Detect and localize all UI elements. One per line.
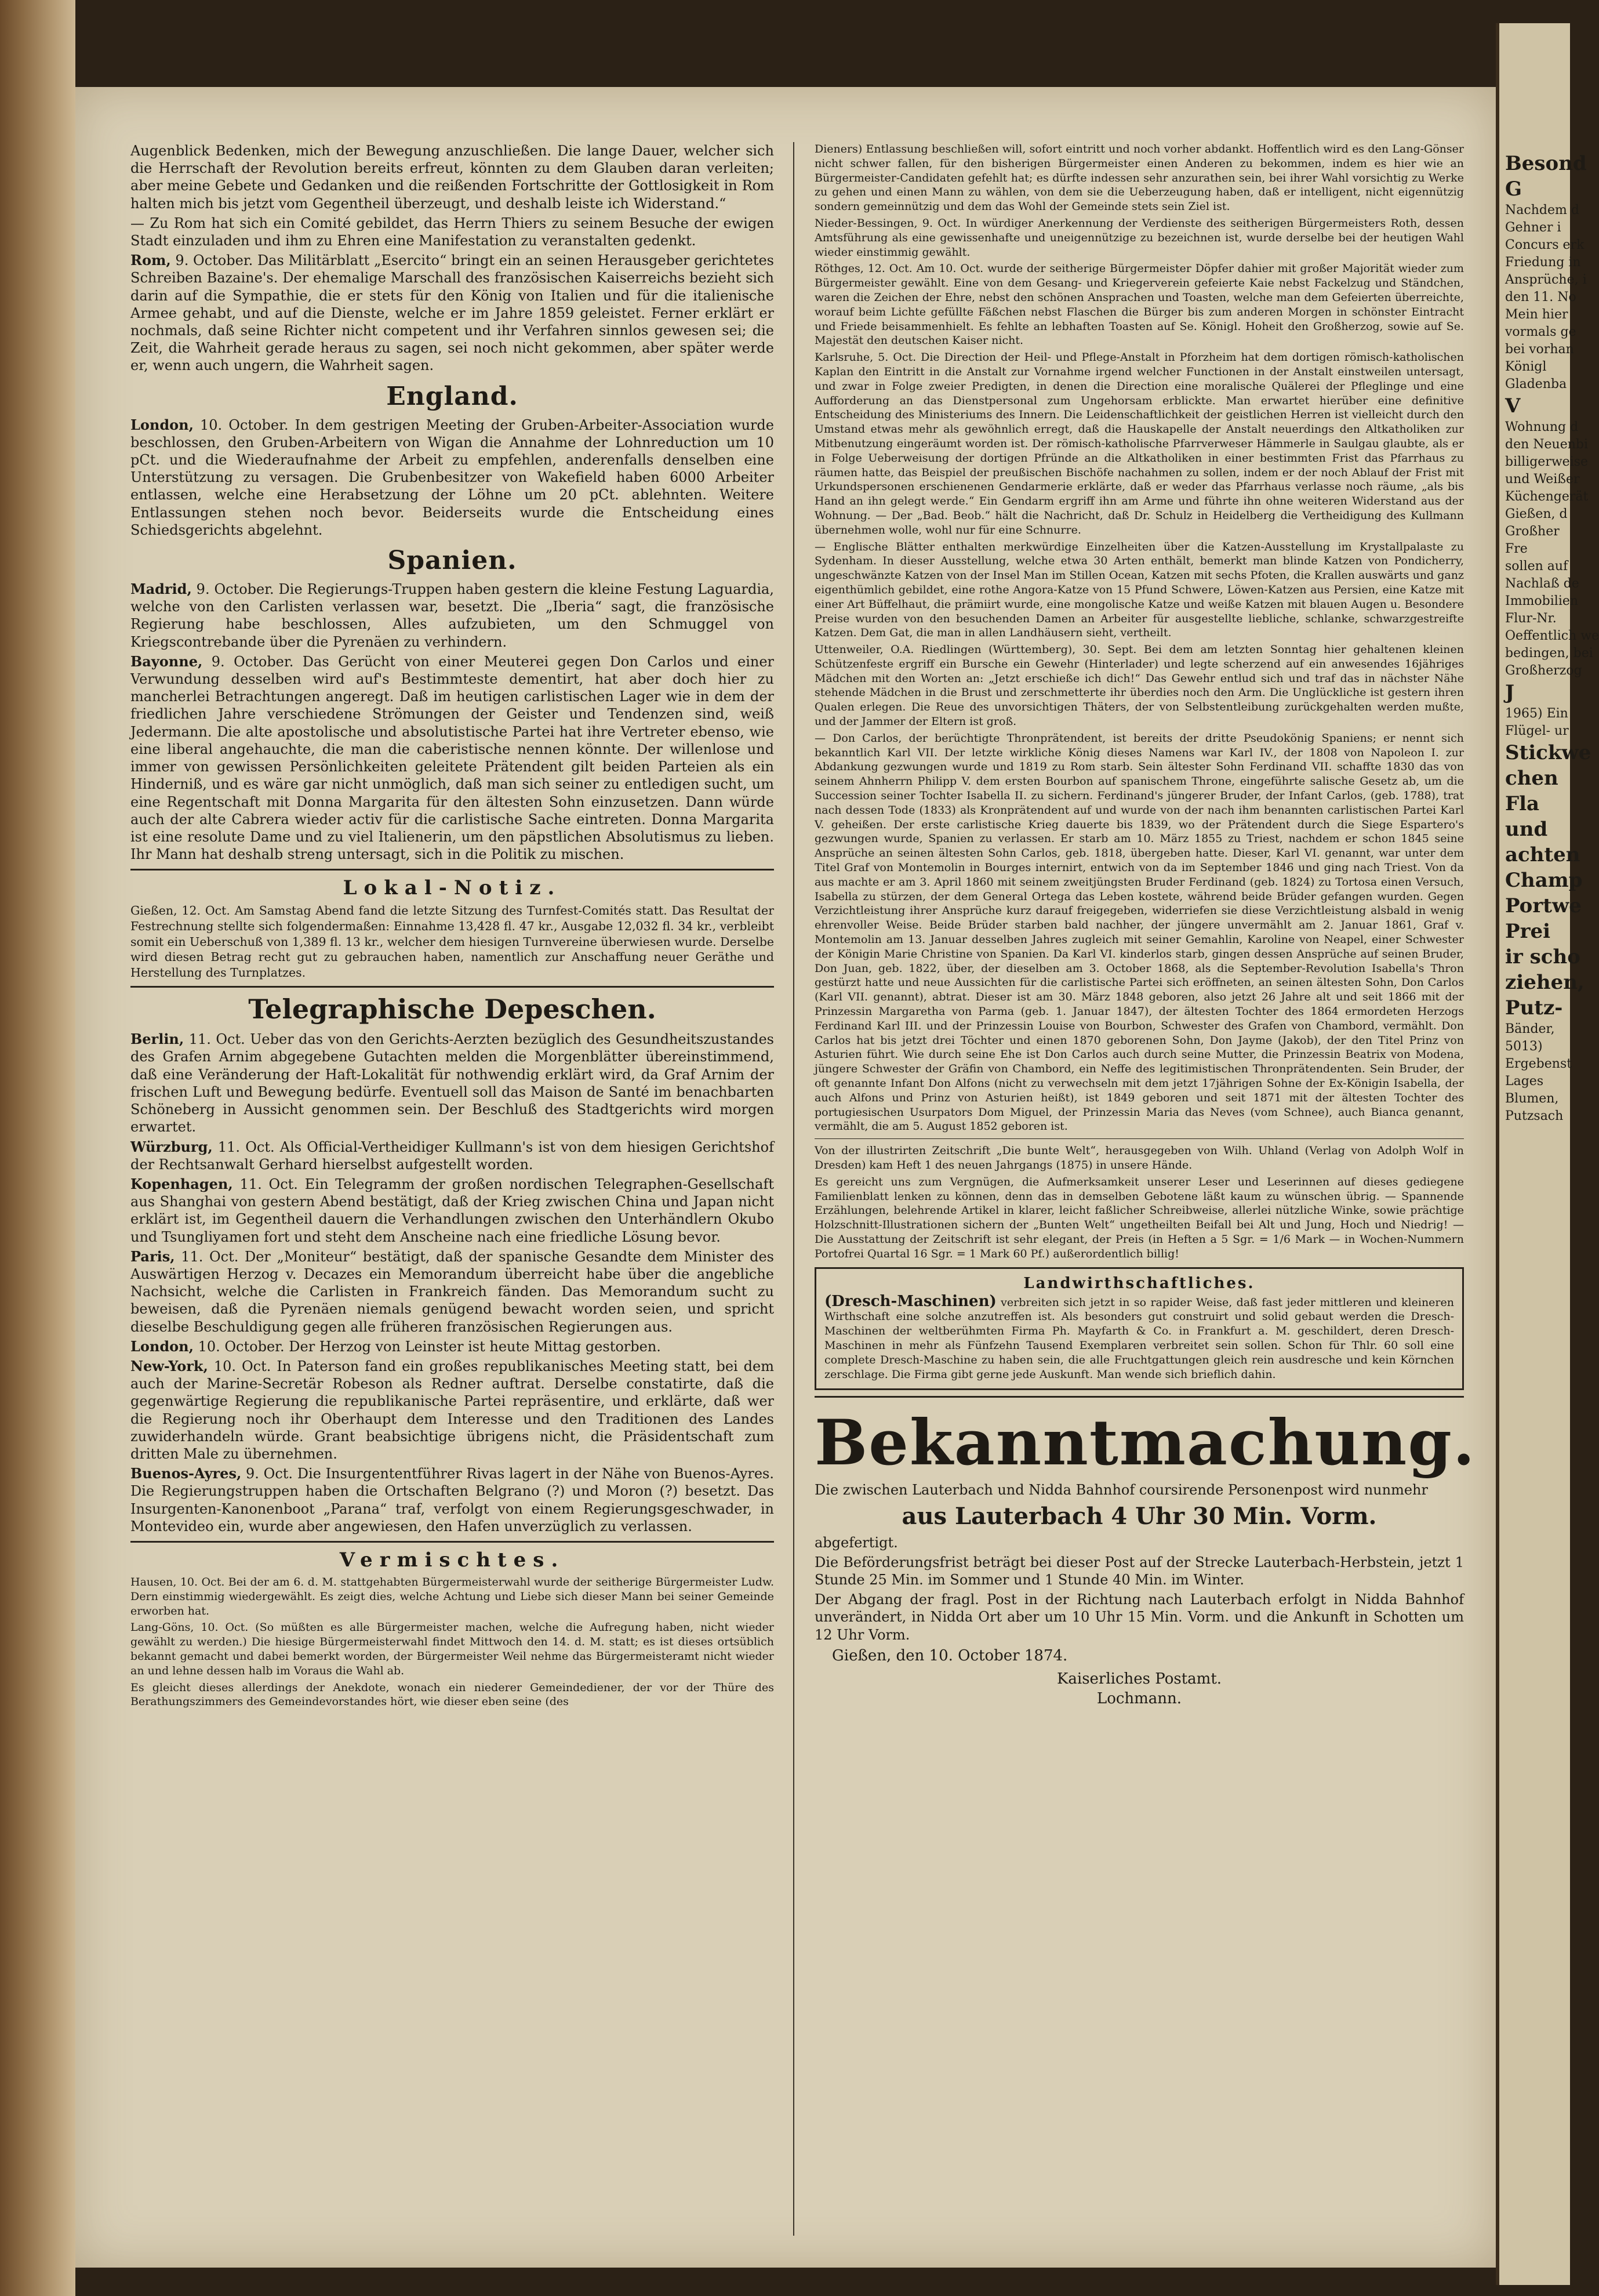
article-madrid (130, 581, 774, 651)
article-text: 10. October. Der Herzog von Leinster ist heute Mittag gestorben. (198, 1338, 661, 1355)
adjacent-fragment: Putzsach (1505, 1109, 1564, 1123)
divider (130, 986, 774, 988)
adjacent-page-text (1499, 23, 1599, 1125)
adjacent-fragment: Gießen, d (1505, 507, 1568, 521)
section-heading-vermischtes: Vermischtes. (339, 1548, 565, 1572)
adjacent-fragment: den 11. No (1505, 290, 1576, 304)
article-text: 10. October. In dem gestrigen Meeting der Gruben-Arbeiter-Association wurde beschlossen, den Gruben-Arbeitern von Wigan die Annahme der Lohnreduction um 10 pCt. und die Wiederaufnahme der Arbeit zu empfehlen, anderenfalls denselben eine Unterstützung zu versagen. Die Grubenbesitzer von Wakefield haben 6000 Arbeiter entlassen, welche eine Herabsetzung der Löhne um 20 pCt. ablehnten. Weitere Entlassungen stehen noch bevor. Beiderseits wurde die Entscheidung eines Schiedsgerichts abgelehnt. (130, 416, 774, 538)
adjacent-fragment: Gladenba (1505, 377, 1567, 391)
adjacent-fragment: Nachdem d (1505, 203, 1579, 217)
article-anekdote: Es gleicht dieses allerdings der Anekdote, wonach ein niederer Gemeindediener, der vor der Thüre des Berathungszimmers des Gemeindevorstandes hört, wie dieser eben seine (des (130, 1681, 774, 1709)
dateline: London, (130, 1337, 194, 1355)
divider (815, 1396, 1464, 1398)
article-roethges: Röthges, 12. Oct. Am 10. Oct. wurde der seitherige Bürgermeister Döpfer dahier mit großer Majorität wieder zum Bürgermeister gewählt. Eine von dem Gesang- und Kriegerverein gefeierte Kaie nebst Fackelzug und Ständchen, waren die Zeichen der Ehre, nebst den schönen Ansprachen und Toasten, welche man dem Gefeierten überreichte, worauf beim Lichte gefüllte Fäßchen nebst Flaschen die Bürger bis zum anderen Morgen in schönster Eintracht und Friede beisammenhielt. Es fehlte an lebhaften Toasten auf Se. Königl. Hoheit den Großherzog, sowie auf Se. Majestät den deutschen Kaiser nicht. (815, 262, 1464, 347)
adjacent-fragment: und (1505, 818, 1548, 841)
dateline: Buenos-Ayres, (130, 1465, 242, 1482)
article-text: 9. Oct. Die Insurgententführer Rivas lagert in der Nähe von Buenos-Ayres. Die Regierungstruppen haben die Ortschaften Belgrano (?) und Moron (?) besetzt. Das Insurgenten-Kanonenboot „Parana“ traf, verfolgt von einem Regierungsgeschwader, in Montevideo ein, wurde aber angewiesen, den Hafen unverzüglich zu verlassen. (130, 1466, 774, 1535)
adjacent-fragment: und Weißer (1505, 472, 1580, 487)
dateline: Rom, (130, 252, 171, 269)
announcement-text: Der Abgang der fragl. Post in der Richtung nach Lauterbach erfolgt in Nidda Bahnhof unverändert, in Nidda Ort aber um 10 Uhr 15 Min. Vorm. und die Ankunft in Schotten um 12 Uhr Vorm. (815, 1591, 1464, 1643)
article-rom (130, 252, 774, 374)
article-nieder-bessingen: Nieder-Bessingen, 9. Oct. In würdiger Anerkennung der Verdienste des seitherigen Bürgermeisters Roth, dessen Amtsführung als eine gewissenhafte und uneigennützige zu bezeichnen ist, wurde derselbe bei der heutigen Wahl wieder einstimmig gewählt. (815, 216, 1464, 259)
adjacent-fragment: Gehner i (1505, 220, 1561, 235)
adjacent-fragment: Champ (1505, 869, 1583, 892)
article-text: 9. October. Das Militärblatt „Esercito“ bringt ein an seinen Herausgeber gerichtetes Schreiben Bazaine's. Der ehemalige Marschall des französischen Kaiserreichs bezieht sich darin auf die Sympathie, die er stets für den König von Italien und für die italienische Armee gehabt, und auf die Dienste, welche er im Jahre 1859 geleistet. Ferner erklärt er nochmals, daß seine Richter nicht competent und ihr Verfahren sinnlos gewesen sei; die Zeit, die Wahrheit gerade heraus zu sagen, sei noch nicht gekommen, aber später werde er, wenn auch ungern, die Wahrheit sagen. (130, 252, 774, 374)
article-berlin (130, 1031, 774, 1136)
adjacent-fragment: Oeffentlich we (1505, 629, 1599, 643)
adjacent-fragment: Mein hier (1505, 307, 1568, 322)
article-text: 9. October. Das Gerücht von einer Meuterei gegen Don Carlos und einer Verwundung desselben wird auf's Bestimmteste dementirt, hat aber doch hier zu mancherlei Betrachtungen angeregt. Daß im heutigen carlistischen Lager wie in dem der friedlichen Jahre verschiedene Strömungen der Geister und Tendenzen sind, weiß Jedermann. Die alte apostolische und absolutistische Partei hat ihre Vertreter ebenso, wie eine liberal angehauchte, die man die caberistische nennen könnte. Der willenlose und immer von gewissen Persönlichkeiten geleitete Prätendent gilt beiden Parteien als ein Hinderniß, und es wäre gar nicht unmöglich, daß man sich seiner zu entledigen sucht, um eine Regentschaft mit Donna Margarita für den ältesten Sohn einzusetzen. Dann würde auch der alte Cabrera wieder activ für die carlistische Sache eintreten. Donna Margarita ist eine resolute Dame und zu viel Italienerin, um den päpstlichen Absolutismus zu lieben. Ihr Mann hat deshalb streng untersagt, sich in die Politik zu mischen. (130, 653, 774, 863)
adjacent-fragment: Flügel- ur (1505, 724, 1569, 738)
adjacent-fragment: Ergebenst (1505, 1057, 1572, 1071)
adjacent-fragment: Fre (1505, 542, 1528, 556)
divider (130, 869, 774, 870)
article-paris (130, 1248, 774, 1336)
adjacent-page-edge (1496, 23, 1599, 2285)
article-hausen: Hausen, 10. Oct. Bei der am 6. d. M. stattgehabten Bürgermeisterwahl wurde der seitherige Bürgermeister Ludw. Dern einstimmig wiedergewählt. Es zeigt dies, welche Achtung und Liebe sich dieser Mann bei seiner Gemeinde erworben hat. (130, 1575, 774, 1617)
article-newyork (130, 1358, 774, 1463)
dateline: New-York, (130, 1357, 208, 1374)
adjacent-fragment: Ansprüche, i (1505, 273, 1587, 287)
article-uttenweiler: Uttenweiler, O.A. Riedlingen (Württemberg), 30. Sept. Bei dem am letzten Sonntag hier gehaltenen kleinen Schützenfeste ergriff ein Bursche ein Gewehr (Hinterlader) und legte scherzend auf ein anwesendes 16jähriges Mädchen mit den Worten an: „Jetzt erschieße ich dich!“ Das Gewehr entlud sich und traf das in nächster Nähe stehende Mädchen in die Brust und zerschmetterte ihr überdies noch den Arm. Die Unglückliche ist gestern ihren Qualen erlegen. Die Reue des unvorsichtigen Thäters, der von Selbstentleibung zurückgehalten werden mußte, und der Jammer der Eltern ist groß. (815, 643, 1464, 728)
article-london-2 (130, 1338, 774, 1355)
announcement-text: Die Beförderungsfrist beträgt bei dieser Post auf der Strecke Lauterbach-Herbstein, jetzt 1 Stunde 25 Min. im Sommer und 1 Stunde 40 Min. im Winter. (815, 1554, 1464, 1588)
box-title: Landwirthschaftliches. (1023, 1274, 1255, 1292)
article-london (130, 416, 774, 539)
dateline: London, (130, 416, 194, 433)
adjacent-fragment: Concurs erk (1505, 238, 1585, 252)
adjacent-fragment: den Neuenbi (1505, 437, 1589, 452)
announcement-text: abgefertigt. (815, 1534, 898, 1551)
adjacent-fragment: Großherzog (1505, 663, 1582, 678)
article-text: 9. October. Die Regierungs-Truppen haben gestern die kleine Festung Laguardia, welche von den Carlisten verlassen war, besetzt. Die „Iberia“ sagt, die französische Regierung habe beschlossen, Alles aufzubieten, um den Schmuggel von Kriegscontrebande über die Pyrenäen zu verhindern. (130, 581, 774, 650)
section-heading-telegraph: Telegraphische Depeschen. (248, 993, 656, 1025)
adjacent-fragment: Besond (1505, 152, 1587, 175)
adjacent-fragment: Königl (1505, 360, 1547, 374)
divider (130, 1541, 774, 1543)
adjacent-fragment: ir scho (1505, 945, 1580, 969)
article-paragraph: Dieners) Entlassung beschließen will, sofort eintritt und noch vorher abdankt. Hoffentlich wird es den Lang-Gönser nicht schwer fallen, für den bisherigen Bürgermeister einen Anderen zu bekommen, indem es hier wie an Bürgermeister-Candidaten gefehlt hat; es dürfte indessen sehr anzurathen sein, bei ihrer Wahl vorsichtig zu Werke zu gehen und einen Mann zu wählen, von dem sie die Ueberzeugung haben, daß er intelligent, nicht eigennützig sondern gemeinnützig und dem das Wohl der Gemeinde stets sein Ziel ist. (815, 143, 1464, 213)
announcement-signature: Lochmann. (1096, 1689, 1182, 1707)
adjacent-fragment: 5013) (1505, 1039, 1543, 1054)
article-lokal: Gießen, 12. Oct. Am Samstag Abend fand die letzte Sitzung des Turnfest-Comités statt. Das Resultat der Festrechnung stellte sich folgendermaßen: Einnahme 13,428 fl. 47 kr., Ausgabe 12,032 fl. 34 kr., verbleibt somit ein Ueberschuß von 1,389 fl. 13 kr., welcher dem hiesigen Turnvereine überwiesen wurde. Derselbe wird diesen Betrag recht gut zu gebrauchen haben, namentlich zur Anschaffung neuer Geräthe und Herstellung des Turnplatzes. (130, 904, 774, 980)
adjacent-fragment: G (1505, 177, 1522, 201)
adjacent-fragment: Lages (1505, 1074, 1544, 1089)
article-don-carlos: — Don Carlos, der berüchtigte Thronprätendent, ist bereits der dritte Pseudokönig Spaniens; er nennt sich bekanntlich Karl VII. Der letzte wirkliche König dieses Namens war Karl IV., der 1808 von Napoleon I. zur Abdankung gezwungen wurde und 1819 zu Rom starb. Sein ältester Sohn Ferdinand VII. schaffte 1830 das von seinem Ahnherrn Philipp V. dem ersten Bourbon auf spanischem Throne, eingeführte salische Gesetz ab, um die Succession seiner Tochter Isabella II. zu sichern. Ferdinand's jüngerer Bruder, der Infant Carlos, (geb. 1788), trat nach dessen Tode (1833) als Kronprätendent auf und wurde von der nach ihm benannten carlistischen Partei Karl V. geheißen. Der erste carlistische Krieg dauerte bis 1839, wo der Prätendent durch die Siege Espartero's gezwungen wurde, Spanien zu verlassen. Er starb am 10. März 1855 zu Triest, nachdem er schon 1845 seine Ansprüche an seinen ältesten Sohn Carlos, geb. 1818, übergeben hatte. Dieser, Karl VI. genannt, war unter dem Titel Graf von Montemolin in Bourges internirt, entwich von da im September 1846 und ging nach Triest. Von da aus machte er am 3. April 1860 mit seinem zweitjüngsten Bruder Ferdinand (geb. 1824) zu Tortosa einen Versuch, Isabella zu stürzen, der dem General Ortega das Leben kostete, während beide Brüder gefangen wurden. Gegen Verzichtleistung ihrer Ansprüche kurz darauf freigegeben, widerriefen sie diese Verzichtleistung alsbald in wenig ehrenvoller Weise. Beide Brüder starben bald nachher, der jüngere unvermählt am 2. Januar 1861, Graf v. Montemolin am 13. Januar desselben Jahres zugleich mit seiner Gemahlin, Karoline von Neapel, einer Schwester der Königin Marie Christine von Spanien. Da Karl VI. kinderlos starb, gingen dessen Ansprüche auf seinen Bruder, Don Juan, geb. 1822, über, der dieselben am 3. October 1868, als die September-Revolution Isabella's Thron gestürzt hatte und neue Aussichten für die carlistische Partei sich eröffneten, an seinen ältesten Sohn, Don Carlos (Karl VII. genannt), abtrat. Dieser ist am 30. März 1848 geboren, also jetzt 26 Jahre alt und seit 1866 mit der Prinzessin Margaretha von Parma (geb. 1. Januar 1847), der ältesten Tochter des 1864 ermordeten Herzogs Ferdinand Karl III. und der Prinzessin Louise von Bourbon, Schwester des Grafen von Chambord, vermählt. Don Carlos hat bis jetzt drei Töchter und einen 1870 geborenen Sohn, Don Jayme (Jakob), der den Titel Prinz von Asturien führt. Wie durch seine Ehe ist Don Carlos auch durch seine Mutter, die Prinzessin Beatrix von Modena, jüngere Schwester der Gräfin von Chambord, ein Neffe des legitimistischen Thronprätendenten. Sein Bruder, der oft genannte Infant Don Alfons (nicht zu verwechseln mit dem jetzt 17jährigen Sohne der Ex-Königin Isabella, der auch Alfons und Prinz von Asturien heißt), ist 1849 geboren und seit 1871 mit der ältesten Tochter des portugiesischen Usurpators Dom Miguel, der Prinzessin Maria das Neves (vom Schnee), auch Bianca genannt, vermählt, die am 5. August 1852 geboren ist. (815, 731, 1464, 1133)
article-text: 11. Oct. Der „Moniteur“ bestätigt, daß der spanische Gesandte dem Minister des Auswärtigen Herzog v. Decazes ein Memorandum überreicht habe über die angebliche Nachsicht, welche die Carlisten in Frankreich fänden. Das Memorandum sucht zu beweisen, daß die Pyrenäen niemals genügend bewacht worden seien, und spricht dieselbe Beschuldigung gegen alle früheren französischen Regierungen aus. (130, 1248, 774, 1335)
box-landwirthschaftliches (815, 1267, 1464, 1391)
article-paragraph: — Zu Rom hat sich ein Comité gebildet, das Herrn Thiers zu seinem Besuche der ewigen Stadt einzuladen und ihm zu Ehren eine Manifestation zu veranstalten gedenkt. (130, 215, 774, 249)
article-paragraph: Augenblick Bedenken, mich der Bewegung anzuschließen. Die lange Dauer, welcher sich die Herrschaft der Revolution bereits erfreut, könnten zu dem Glauben daran verleiten; aber meine Gebete und Gedanken und die reißenden Fortschritte der Gottlosigkeit in Rom halten mich bis jetzt vom Gegentheil überzeugt, und deshalb leiste ich Widerstand.“ (130, 143, 774, 212)
dateline: Würzburg, (130, 1138, 213, 1155)
article-wuerzburg (130, 1138, 774, 1173)
box-body (824, 1294, 1454, 1382)
adjacent-fragment: Stickwe (1505, 741, 1591, 764)
adjacent-fragment: Blumen, (1505, 1091, 1559, 1106)
adjacent-fragment: chen (1505, 767, 1558, 790)
article-text: 11. Oct. Ueber das von den Gerichts-Aerzten bezüglich des Gesundheitszustandes des Grafen Arnim abgegebene Gutachten melden die Morgenblätter übereinstimmend, daß eine Veränderung der Haft-Lokalität für nothwendig erklärt wird, da Graf Arnim der frischen Luft und Bewegung bedürfe. Eventuell soll das Maison de Santé im benachbarten Schöneberg in Aussicht genommen sein. Der Beschluß des Stadtgerichts wird morgen erwartet. (130, 1031, 774, 1136)
announcement-intro: Die zwischen Lauterbach und Nidda Bahnhof coursirende Personenpost wird nunmehr (815, 1482, 1428, 1499)
article-kopenhagen (130, 1176, 774, 1246)
adjacent-fragment: vormals ge (1505, 325, 1576, 339)
newspaper-page (75, 87, 1496, 2268)
dateline: Berlin, (130, 1031, 184, 1048)
article-bayonne (130, 653, 774, 863)
announcement-departure: aus Lauterbach 4 Uhr 30 Min. Vorm. (902, 1502, 1377, 1530)
article-text: 11. Oct. Als Official-Vertheidiger Kullmann's ist von dem hiesigen Gerichtshof der Rechtsanwalt Gerhard hierselbst aufgestellt worden. (130, 1138, 774, 1173)
article-lang-goens: Lang-Göns, 10. Oct. (So müßten es alle Bürgermeister machen, welche die Aufregung haben, nicht wieder gewählt zu werden.) Die hiesige Bürgermeisterwahl findet Mittwoch den 14. d. M. statt; es ist dieses ortsüblich bekannt gemacht und dabei bemerkt worden, der Bürgermeister Weil nehme das Bürgermeisteramt nicht wieder an und lehne dessen halb im Voraus die Wahl ab. (130, 1621, 774, 1677)
adjacent-fragment: Portwe (1505, 894, 1582, 917)
adjacent-fragment: achten (1505, 843, 1580, 866)
box-headline: (Dresch-Maschinen) (824, 1292, 997, 1310)
box-text: verbreiten sich jetzt in so rapider Weise, daß fast jeder mittleren und kleineren Wirthschaft eine solche anzutreffen ist. Als besonders gut construirt und solid gebaut werden die Dresch-Maschinen der weltberühmten Firma Ph. Mayfarth & Co. in Frankfurt a. M. geschildert, deren Dresch-Maschinen in mehr als Fünfzehn Tausend Exemplaren verbreitet sein sollen. Schon für Thlr. 60 soll eine complete Dresch-Maschine zu haben sein, die alle Fruchtgattungen gleich rein ausdresche und kein Körnchen zerschlage. Die Firma gibt gerne jede Auskunft. Man wende sich brieflich dahin. (824, 1296, 1454, 1381)
adjacent-fragment: Flur-Nr. (1505, 611, 1557, 626)
announcement-title: Bekanntmachung. (815, 1406, 1476, 1480)
adjacent-fragment: billigerweise (1505, 455, 1589, 469)
adjacent-fragment: Großher (1505, 524, 1560, 539)
dateline: Madrid, (130, 581, 192, 598)
adjacent-fragment: V (1505, 394, 1521, 418)
section-heading-england: England. (386, 381, 518, 411)
dateline: Paris, (130, 1247, 175, 1265)
adjacent-fragment: Immobilien (1505, 594, 1579, 608)
adjacent-fragment: J (1505, 681, 1515, 704)
adjacent-fragment: Wohnung d (1505, 420, 1579, 434)
article-buenos-ayres (130, 1465, 774, 1535)
adjacent-fragment: 1965) Ein (1505, 706, 1568, 721)
divider (815, 1138, 1464, 1139)
adjacent-fragment: bei vorhan (1505, 342, 1574, 357)
adjacent-fragment: Prei (1505, 920, 1551, 943)
announcement-date: Gießen, den 10. October 1874. (832, 1646, 1068, 1664)
announcement-office: Kaiserliches Postamt. (1056, 1670, 1222, 1688)
dateline: Bayonne, (130, 652, 203, 670)
adjacent-fragment: Putz- (1505, 996, 1563, 1020)
section-heading-spanien: Spanien. (387, 546, 517, 576)
article-text: 11. Oct. Ein Telegramm der großen nordischen Telegraphen-Gesellschaft aus Shanghai von gestern Abend bestätigt, daß der Krieg zwischen China und Japan nicht erklärt ist, im Gegentheil dauern die Verhandlungen zwischen den Unterhändlern Okubo und Tsungliyamen fort und steht dem Anscheine nach eine friedliche Lösung bevor. (130, 1176, 774, 1245)
book-edge (0, 0, 75, 2296)
article-katzen: — Englische Blätter enthalten merkwürdige Einzelheiten über die Katzen-Ausstellung im Krystallpalaste zu Sydenham. In dieser Ausstellung, welche etwa 30 Arten enthält, bemerkt man blinde Katzen von Pondicherry, ungeschwänzte Katzen von der Insel Man im Stillen Ocean, Katzen mit sechs Pfoten, die Krallen auswärts und ganz eigenthümlich gebildet, eine rothe Angora-Katze von 15 Pfund Schwere, Löwen-Katzen aus Persien, eine Katze mit einer Art Büffelhaut, die prämiirt wurde, eine mongolische Katze und weiße Katzen mit blauen Augen u. Besondere Preise wurden von den besuchenden Damen an Arbeiter für ausgestellte liebliche, schlanke, schwarzgestreifte Katzen. Dem Gat, die man in allen Landhäusern sieht, vertheilt. (815, 540, 1464, 640)
article-bunte-welt: Von der illustrirten Zeitschrift „Die bunte Welt“, herausgegeben von Wilh. Uhland (Verlag von Adolph Wolf in Dresden) kam Heft 1 des neuen Jahrgangs (1875) in unsere Hände. (815, 1144, 1464, 1171)
adjacent-fragment: Friedung in (1505, 255, 1581, 270)
left-column (130, 142, 774, 1711)
adjacent-fragment: Nachlaß de (1505, 576, 1579, 591)
article-bunte-welt-review: Es gereicht uns zum Vergnügen, die Aufmerksamkeit unserer Leser und Leserinnen auf dieses gediegene Familienblatt lenken zu können, denn das in demselben Gebotene läßt kaum zu wünschen übrig. — Spannende Erzählungen, belehrende Artikel in klarer, leicht faßlicher Schreibweise, allerlei nützliche Winke, sowie prächtige Holzschnitt-Illustrationen sichern der „Bunten Welt“ ungetheilten Beifall bei Alt und Jung, Hoch und Niedrig! — Die Ausstattung der Zeitschrift ist sehr elegant, der Preis (in Heften a 5 Sgr. = 1/6 Mark — in Wochen-Nummern Portofrei Quartal 16 Sgr. = 1 Mark 60 Pf.) außerordentlich billig! (815, 1175, 1464, 1260)
article-text: 10. Oct. In Paterson fand ein großes republikanisches Meeting statt, bei dem auch der Marine-Secretär Robeson als Redner auftrat. Derselbe constatirte, daß die gegenwärtige Regierung die republikanische Partei repräsentire, und erklärte, daß wer die Regierung noch ihr Oberhaupt dem Interesse und den Traditionen des Landes zuwiderhandeln würde. Grant beabsichtige übrigens nicht, die Präsidentschaft zum dritten Male zu übernehmen. (130, 1358, 774, 1462)
column-divider (793, 142, 794, 2236)
adjacent-fragment: bedingen, bei (1505, 646, 1593, 661)
adjacent-fragment: Bänder, (1505, 1022, 1555, 1036)
section-heading-lokal: Lokal-Notiz. (343, 876, 562, 900)
article-karlsruhe: Karlsruhe, 5. Oct. Die Direction der Heil- und Pflege-Anstalt in Pforzheim hat dem dortigen römisch-katholischen Kaplan den Eintritt in die Anstalt zur Vornahme irgend welcher Functionen in der Anstalt einstweilen untersagt, und zwar in Folge zweier Predigten, in denen die Direction eine moralische Quälerei der Pfleglinge und eine Aufforderung an das Dienstpersonal zum Ungehorsam erblickte. Man erwartet hierüber eine definitive Entscheidung des Ministeriums des Innern. Die Leidenschaftlichkeit der geistlichen Herren ist vielleicht durch den Umstand etwas mehr als gewöhnlich erregt, daß die Hauskapelle der Anstalt neuerdings den Altkatholiken zur Mitbenutzung eingeräumt worden ist. Der römisch-katholische Pfarrverweser Hämmerle in Saulgau glaubte, als er in Folge Ueberweisung der dortigen Pfründe an die Altkatholiken in einer bestimmten Frist das Pfarrhaus zu räumen hatte, das Beispiel der preußischen Bischöfe nachahmen zu sollen, indem er der noch Ablauf der Frist mit Urkundspersonen erschienenen Gendarmerie erklärte, daß er weder das Pfarrhaus verlasse noch räume, „als bis Hand an ihn gelegt werde.“ Ein Gendarm ergriff ihn am Arme und führte ihn ohne weiteren Widerstand aus der Wohnung. — Der „Bad. Beob.“ hält die Nachricht, daß Dr. Schulz in Heidelberg die Vertheidigung des Kullmann übernehmen wolle, wohl nur für eine Schnurre. (815, 351, 1464, 536)
adjacent-fragment: ziehen, (1505, 971, 1585, 994)
adjacent-fragment: Fla (1505, 792, 1540, 815)
dateline: Kopenhagen, (130, 1175, 233, 1192)
right-column (815, 142, 1476, 1709)
adjacent-fragment: sollen auf (1505, 559, 1568, 574)
adjacent-fragment: Küchengerät (1505, 489, 1589, 504)
